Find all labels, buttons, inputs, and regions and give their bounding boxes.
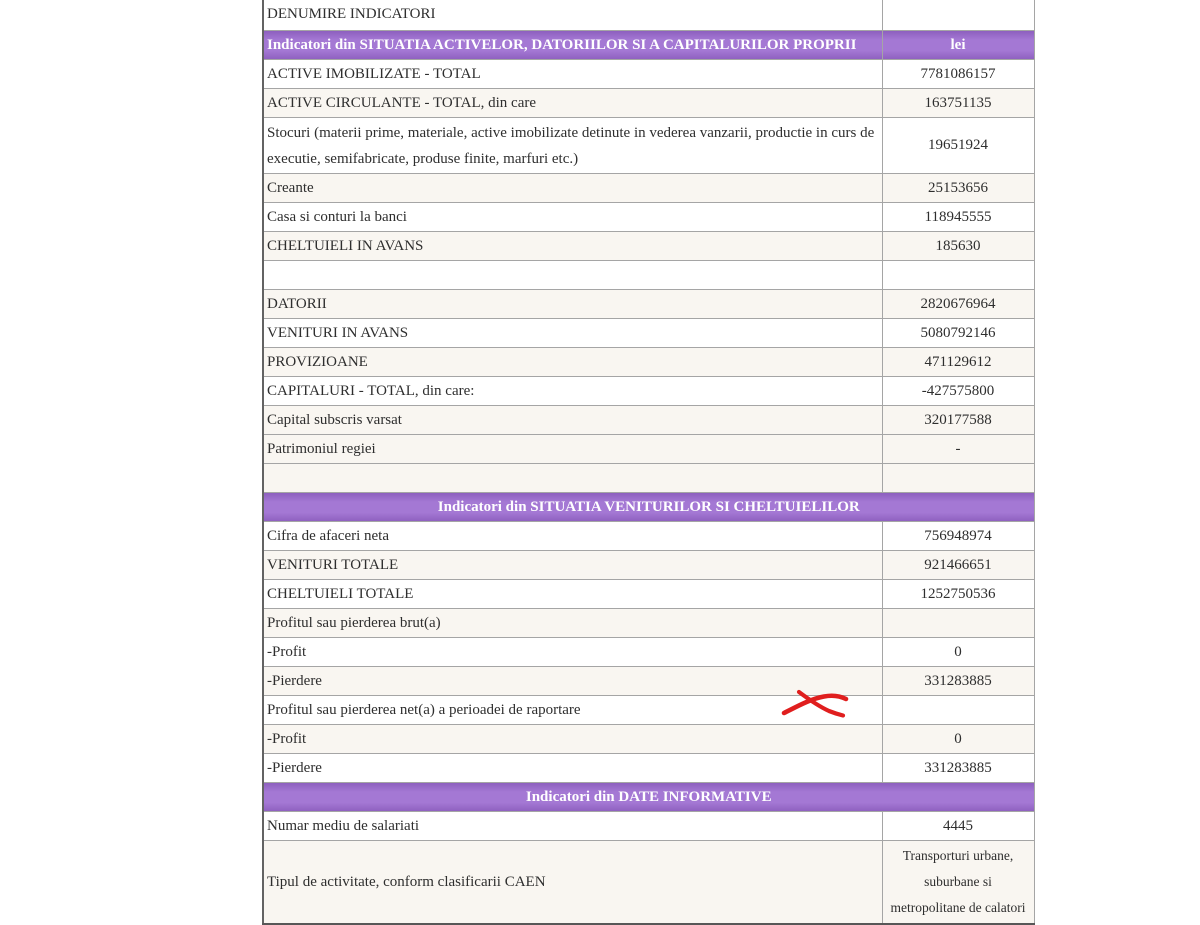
indicator-label: VENITURI IN AVANS: [263, 319, 882, 348]
indicator-label: Cifra de afaceri neta: [263, 522, 882, 551]
financial-indicators-table: [262, 0, 1035, 925]
table-row: [263, 0, 1034, 31]
indicator-label: ACTIVE IMOBILIZATE - TOTAL: [263, 60, 882, 89]
indicator-value: 1252750536: [882, 580, 1034, 609]
indicator-label: Tipul de activitate, conform clasificarii CAEN: [263, 841, 882, 925]
indicator-value: 320177588: [882, 406, 1034, 435]
indicator-value: 0: [882, 725, 1034, 754]
indicator-value: [882, 696, 1034, 725]
table-row: [263, 551, 1034, 580]
indicator-value: 921466651: [882, 551, 1034, 580]
indicator-label: PROVIZIOANE: [263, 348, 882, 377]
indicator-value: 7781086157: [882, 60, 1034, 89]
table-row: [263, 290, 1034, 319]
section-header-row: [263, 493, 1034, 522]
spacer-row: [263, 261, 1034, 290]
indicator-value-line: suburbane si: [924, 874, 992, 889]
table-body: [263, 0, 1034, 924]
indicator-value: -427575800: [882, 377, 1034, 406]
indicator-label: VENITURI TOTALE: [263, 551, 882, 580]
table-row: [263, 609, 1034, 638]
table-row: [263, 522, 1034, 551]
table-row: [263, 89, 1034, 118]
indicator-value: 19651924: [882, 118, 1034, 174]
indicator-label: Capital subscris varsat: [263, 406, 882, 435]
indicator-value: [882, 261, 1034, 290]
table-row: [263, 638, 1034, 667]
indicator-label: DATORII: [263, 290, 882, 319]
indicator-value: 185630: [882, 232, 1034, 261]
table-row: [263, 348, 1034, 377]
section-header-row: [263, 31, 1034, 60]
indicator-value: 118945555: [882, 203, 1034, 232]
unit-label: lei: [882, 31, 1034, 60]
indicator-label: -Pierdere: [263, 754, 882, 783]
table-row: [263, 203, 1034, 232]
table-row: [263, 812, 1034, 841]
table-row: [263, 667, 1034, 696]
table-row: [263, 841, 1034, 925]
indicator-label: [263, 261, 882, 290]
indicator-label: Patrimoniul regiei: [263, 435, 882, 464]
indicator-label: CAPITALURI - TOTAL, din care:: [263, 377, 882, 406]
indicator-value: 25153656: [882, 174, 1034, 203]
indicator-value: [882, 841, 1034, 925]
table-row: [263, 377, 1034, 406]
indicator-value: [882, 0, 1034, 31]
indicator-value: 756948974: [882, 522, 1034, 551]
indicator-value: 163751135: [882, 89, 1034, 118]
table-row: [263, 118, 1034, 174]
indicator-value-line: metropolitane de calatori: [890, 900, 1026, 915]
indicator-label: Profitul sau pierderea net(a) a perioadei de raportare: [263, 696, 882, 725]
table-row: [263, 60, 1034, 89]
indicator-label: Casa si conturi la banci: [263, 203, 882, 232]
indicator-value-line: Transporturi urbane,: [902, 848, 1014, 863]
indicator-value: -: [882, 435, 1034, 464]
table-row: [263, 580, 1034, 609]
indicator-value: 0: [882, 638, 1034, 667]
table-row: [263, 435, 1034, 464]
indicator-label: [263, 464, 882, 493]
indicator-value: 331283885: [882, 667, 1034, 696]
table-row: [263, 232, 1034, 261]
indicator-label: Stocuri (materii prime, materiale, active imobilizate detinute in vederea vanzarii, productie in curs de executie, semifabricate, produse finite, marfuri etc.): [263, 118, 882, 174]
indicator-label: -Pierdere: [263, 667, 882, 696]
section-header-label: Indicatori din DATE INFORMATIVE: [263, 783, 1034, 812]
indicator-value: 471129612: [882, 348, 1034, 377]
spacer-row: [263, 464, 1034, 493]
indicator-label: -Profit: [263, 638, 882, 667]
indicator-value: [882, 464, 1034, 493]
indicator-label: Profitul sau pierderea brut(a): [263, 609, 882, 638]
indicator-value: 331283885: [882, 754, 1034, 783]
indicator-label: ACTIVE CIRCULANTE - TOTAL, din care: [263, 89, 882, 118]
indicator-label: DENUMIRE INDICATORI: [263, 0, 882, 31]
table-row: [263, 319, 1034, 348]
indicator-value: 5080792146: [882, 319, 1034, 348]
indicator-label: Numar mediu de salariati: [263, 812, 882, 841]
section-header-label: Indicatori din SITUATIA ACTIVELOR, DATORIILOR SI A CAPITALURILOR PROPRII: [263, 31, 882, 60]
indicator-label: CHELTUIELI IN AVANS: [263, 232, 882, 261]
table-row: [263, 725, 1034, 754]
indicator-label: Creante: [263, 174, 882, 203]
section-header-row: [263, 783, 1034, 812]
indicator-value: 4445: [882, 812, 1034, 841]
indicator-value: [882, 609, 1034, 638]
table-row: [263, 174, 1034, 203]
indicator-label: CHELTUIELI TOTALE: [263, 580, 882, 609]
indicator-value: 2820676964: [882, 290, 1034, 319]
table-row: [263, 696, 1034, 725]
table-row: [263, 754, 1034, 783]
table-row: [263, 406, 1034, 435]
section-header-label: Indicatori din SITUATIA VENITURILOR SI CHELTUIELILOR: [263, 493, 1034, 522]
indicator-label: -Profit: [263, 725, 882, 754]
